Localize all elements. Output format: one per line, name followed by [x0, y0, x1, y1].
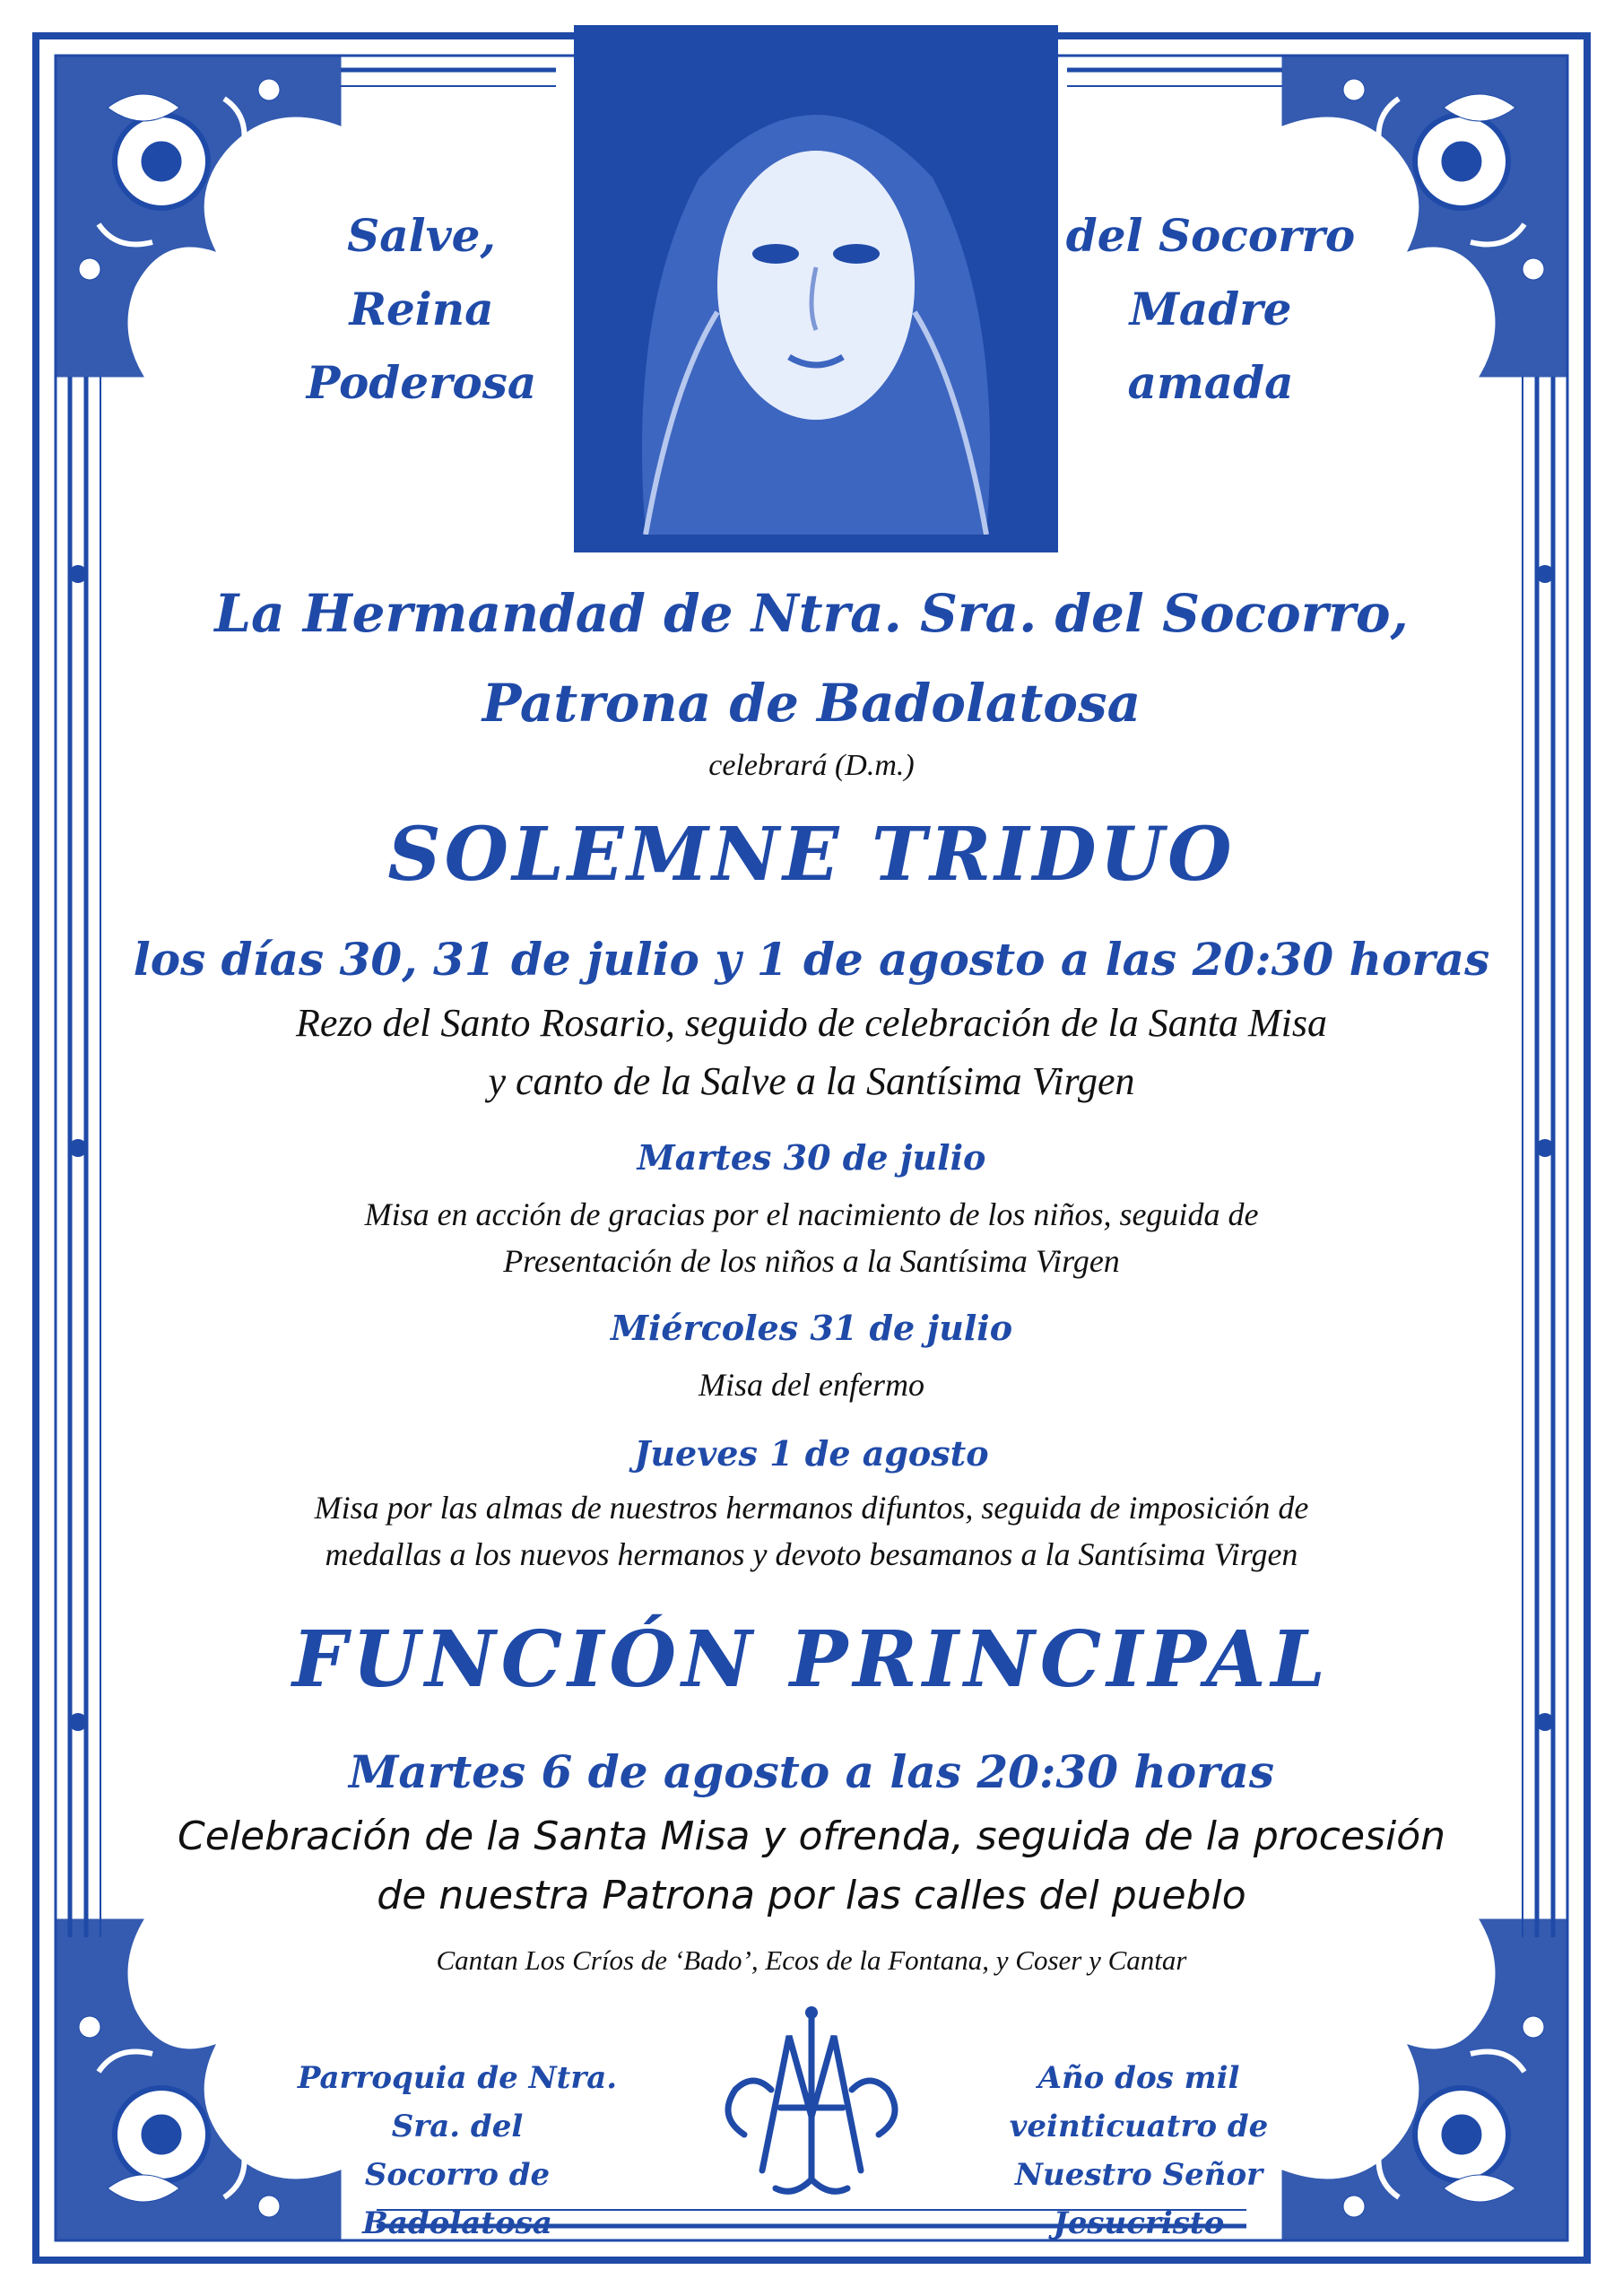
footer-right-line: Nuestro Señor Jesucristo: [1014, 2157, 1263, 2241]
day-desc: Misa en acción de gracias por el nacimiento de los niños, seguida de: [364, 1196, 1259, 1232]
triduo-dates: los días 30, 31 de julio y 1 de agosto a las 20:30 horas: [133, 933, 1490, 986]
footer-right-line: Año dos mil veinticuatro de: [1009, 2060, 1269, 2144]
triduo-desc-line-1: Rezo del Santo Rosario, seguido de celebración de la Santa Misa: [296, 1001, 1327, 1045]
triduo-heading: SOLEMNE TRIDUO: [387, 812, 1236, 898]
footer-left-line: Socorro de Badolatosa: [362, 2157, 552, 2241]
header-left-line: Poderosa: [306, 356, 537, 409]
funcion-date: Martes 6 de agosto a las 20:30 horas: [348, 1745, 1274, 1798]
header-left-line: Salve,: [347, 209, 496, 262]
triduo-desc-line-2: y canto de la Salve a la Santísima Virgen: [488, 1059, 1135, 1103]
title-line-1: La Hermandad de Ntra. Sra. del Socorro,: [214, 583, 1409, 644]
day-title: Jueves 1 de agosto: [634, 1433, 989, 1474]
header-right-line: amada: [1127, 356, 1294, 409]
celebrara-text: celebrará (D.m.): [708, 749, 915, 782]
day-title: Martes 30 de julio: [637, 1137, 986, 1178]
footer-right: [933, 2054, 1345, 2248]
header-left-line: Reina: [349, 283, 494, 335]
title-line-2: Patrona de Badolatosa: [482, 673, 1141, 734]
header-right-line: Madre: [1129, 283, 1292, 335]
marian-monogram-icon: [708, 2000, 915, 2206]
header-right-line: del Socorro: [1065, 209, 1356, 262]
virgin-portrait-image: [574, 25, 1058, 552]
header-left-verse: [269, 199, 574, 420]
virgin-portrait-icon: [592, 43, 1040, 535]
day-desc: Misa del enfermo: [699, 1367, 924, 1403]
footer-left-line: Parroquia de Ntra. Sra. del: [297, 2060, 618, 2144]
funcion-desc-line-2: de nuestra Patrona por las calles del pueblo: [377, 1873, 1246, 1918]
singers-text: Cantan Los Críos de ‘Bado’, Ecos de la Fontana, y Coser y Cantar: [436, 1944, 1187, 1976]
footer-left: [269, 2054, 646, 2248]
funcion-desc-line-1: Celebración de la Santa Misa y ofrenda, seguida de la procesión: [177, 1813, 1446, 1859]
day-desc: Misa por las almas de nuestros hermanos difuntos, seguida de imposición de: [314, 1490, 1309, 1526]
day-desc: medallas a los nuevos hermanos y devoto besamanos a la Santísima Virgen: [325, 1536, 1298, 1572]
header-right-verse: [1058, 199, 1363, 420]
funcion-heading: FUNCIÓN PRINCIPAL: [291, 1614, 1332, 1705]
day-desc: Presentación de los niños a la Santísima Virgen: [503, 1243, 1120, 1279]
day-title: Miércoles 31 de julio: [610, 1308, 1013, 1348]
